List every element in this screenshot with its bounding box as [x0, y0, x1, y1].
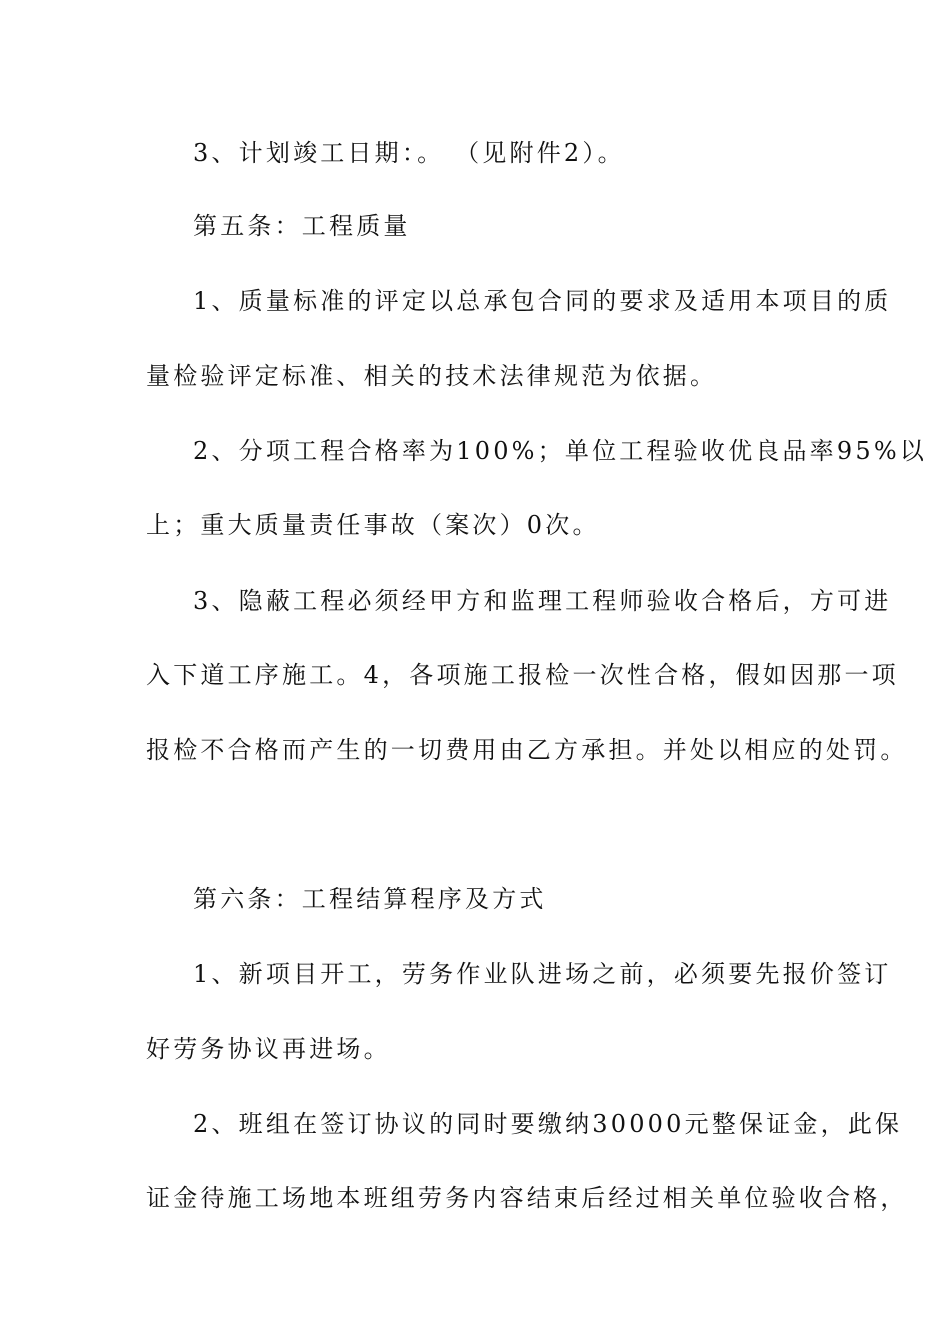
text-line: 证金待施工场地本班组劳务内容结束后经过相关单位验收合格，	[146, 1184, 908, 1212]
section-heading: 第五条：工程质量	[193, 212, 411, 240]
section-heading: 第六条：工程结算程序及方式	[193, 885, 547, 913]
text-line: 2、班组在签订协议的同时要缴纳30000元整保证金，此保	[193, 1110, 903, 1138]
text-line: 上；重大质量责任事故（案次）0次。	[146, 511, 600, 539]
text-line: 入下道工序施工。4，各项施工报检一次性合格，假如因那一项	[146, 661, 899, 689]
text-line: 1、新项目开工，劳务作业队进场之前，必须要先报价签订	[193, 960, 892, 988]
text-line: 2、分项工程合格率为100%；单位工程验收优良品率95%以	[193, 437, 928, 465]
text-line: 1、质量标准的评定以总承包合同的要求及适用本项目的质	[193, 287, 892, 315]
text-line: 报检不合格而产生的一切费用由乙方承担。并处以相应的处罚。	[146, 736, 908, 764]
text-line: 好劳务协议再进场。	[146, 1035, 391, 1063]
text-line: 量检验评定标准、相关的技术法律规范为依据。	[146, 362, 718, 390]
text-line: 3、隐蔽工程必须经甲方和监理工程师验收合格后，方可进	[193, 587, 892, 615]
text-line: 3、计划竣工日期：。 （见附件2）。	[193, 139, 625, 167]
